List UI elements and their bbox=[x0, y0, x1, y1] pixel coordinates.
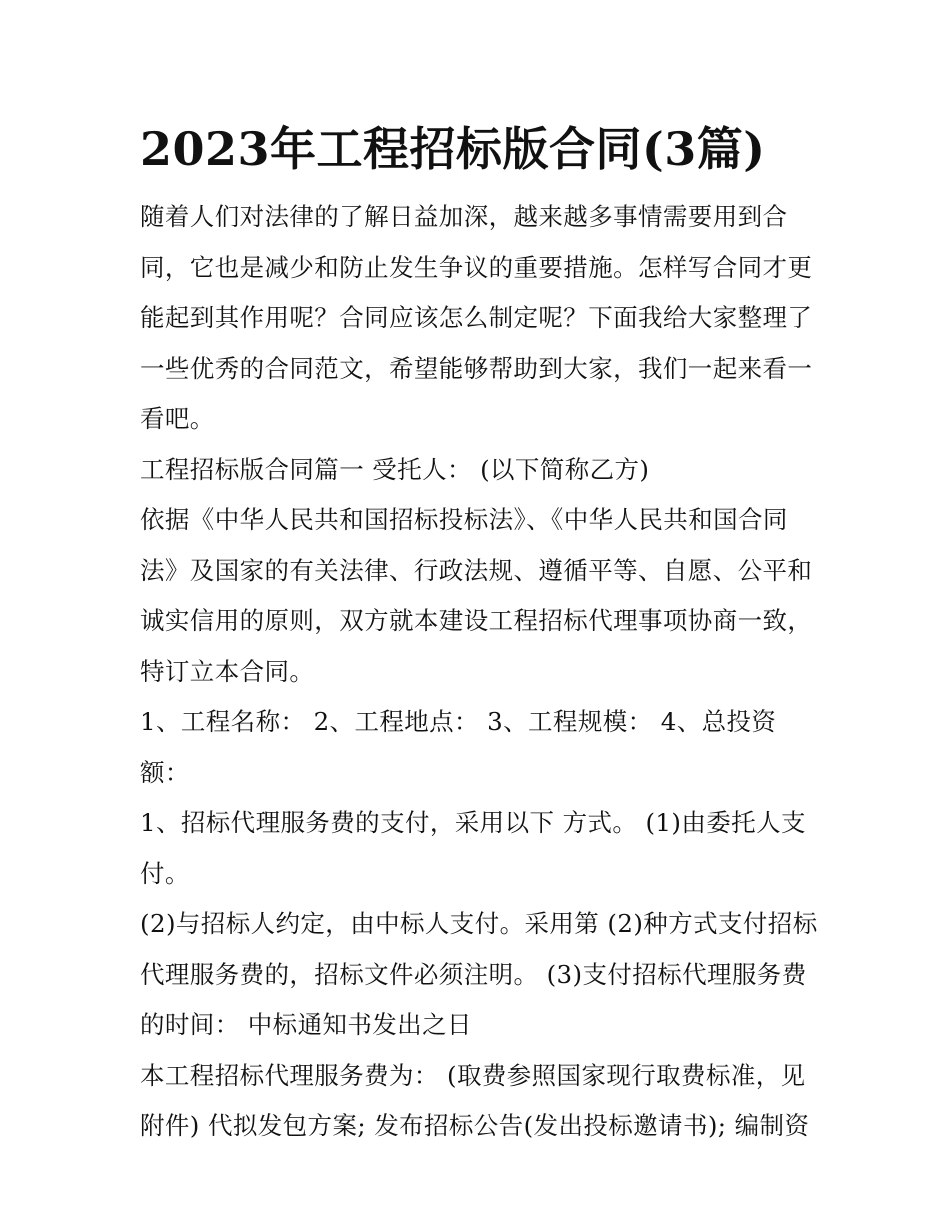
contract-one-heading: 工程招标版合同篇一 受托人： (以下简称乙方) bbox=[140, 454, 650, 484]
legal-basis-paragraph: 依据《中华人民共和国招标投标法》、《中华人民共和国合同法》及国家的有关法律、行政法规、遵循平等、自愿、公平和诚实信用的原则，双方就本建设工程招标代理事项协商一致，特订立本合同。 bbox=[140, 505, 813, 686]
payment-terms-paragraph: (2)与招标人约定，由中标人支付。采用第 (2)种方式支付招标代理服务费的，招标文件必须注明。 (3)支付招标代理服务费的时间： 中标通知书发出之日 bbox=[140, 909, 818, 1039]
document-body bbox=[140, 118, 820, 1152]
intro-paragraph: 随着人们对法律的了解日益加深，越来越多事情需要用到合同，它也是减少和防止发生争议的重要措施。怎样写合同才更能起到其作用呢？合同应该怎么制定呢？下面我给大家整理了一些优秀的合同范文，希望能够帮助到大家，我们一起来看一看吧。 bbox=[140, 202, 813, 433]
project-info-paragraph: 1、工程名称： 2、工程地点： 3、工程规模： 4、总投资额： bbox=[140, 707, 777, 787]
payment-method-paragraph: 1、招标代理服务费的支付，采用以下 方式。 (1)由委托人支付。 bbox=[140, 808, 806, 888]
document-title: 2023年工程招标版合同(3篇) bbox=[140, 122, 766, 176]
service-fee-paragraph: 本工程招标代理服务费为： (取费参照国家现行取费标准，见附件) 代拟发包方案; 发布招标公告(发出投标邀请书); 编制资 bbox=[140, 1060, 810, 1140]
